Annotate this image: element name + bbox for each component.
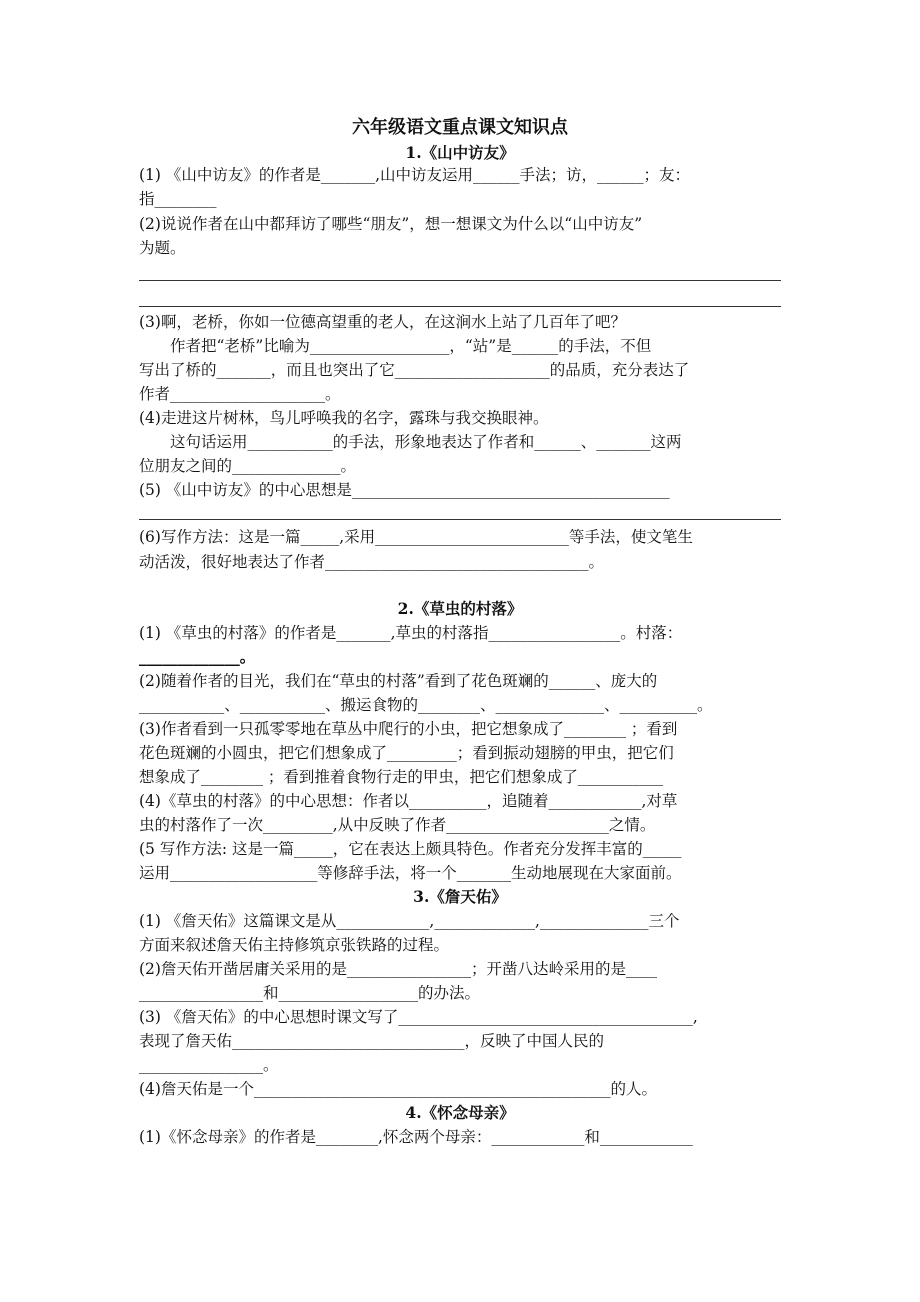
question-line: (2)随着作者的目光，我们在“草虫的村落”看到了花色斑斓的______、庞大的 xyxy=(139,672,658,690)
question-line: 作者把“老桥”比喻为__________________，“站”是______的手法，不但 xyxy=(170,337,652,355)
question-line: 表现了詹天佑______________________________，反映了中国人民的 xyxy=(139,1032,605,1050)
question-line: 位朋友之间的______________。 xyxy=(139,457,357,475)
question-line: 写出了桥的_______，而且也突出了它____________________的品质，充分表达了 xyxy=(139,361,690,379)
section-heading-2: 2.《草虫的村落》 xyxy=(397,599,523,618)
answer-rule xyxy=(139,519,781,520)
question-line: ________________和__________________的办法。 xyxy=(139,984,481,1002)
question-line: (3) 《詹天佑》的中心思想时课文写了______________________________________, xyxy=(139,1008,698,1026)
answer-rule xyxy=(139,280,781,281)
answer-rule xyxy=(139,306,781,307)
question-line: (1) 《草虫的村落》的作者是_______,草虫的村落指_________________。村落： xyxy=(139,624,683,642)
question-line: (2)说说作者在山中都拜访了哪些“朋友”，想一想课文为什么以“山中访友” xyxy=(139,215,643,233)
question-line: _____________。 xyxy=(139,647,256,666)
question-line: 为题。 xyxy=(139,239,186,257)
question-line: 想象成了________ ；看到推着食物行走的甲虫，把它们想象成了___________ xyxy=(139,768,664,786)
section-heading-1: 1.《山中访友》 xyxy=(405,143,515,162)
question-line: (5 写作方法: 这是一篇_____，它在表达上颇具特色。作者充分发挥丰富的_____ xyxy=(139,840,682,858)
question-line: 动活泼，很好地表达了作者__________________________________。 xyxy=(139,553,605,571)
question-line: (4)走进这片树林，鸟儿呼唤我的名字，露珠与我交换眼神。 xyxy=(139,409,549,427)
question-line: 这句话运用___________的手法，形象地表达了作者和______、_______这两 xyxy=(170,433,682,451)
question-line: (3)啊，老桥，你如一位德高望重的老人，在这涧水上站了几百年了吧？ xyxy=(139,313,626,331)
question-line: ___________、___________、搬运食物的________、______________、__________。 xyxy=(139,696,713,714)
question-line: (1)《怀念母亲》的作者是________,怀念两个母亲：____________和____________ xyxy=(139,1128,693,1146)
question-line: (1) 《詹天佑》这篇课文是从____________,_____________,______________三个 xyxy=(139,912,680,930)
section-heading-4: 4.《怀念母亲》 xyxy=(405,1103,515,1122)
question-line: (2)詹天佑开凿居庸关采用的是________________；开凿八达岭采用的是____ xyxy=(139,960,657,978)
question-line: 虫的村落作了一次_________,从中反映了作者_____________________之情。 xyxy=(139,816,656,834)
question-line: 作者____________________。 xyxy=(139,385,341,403)
document-title: 六年级语文重点课文知识点 xyxy=(352,117,568,138)
question-line: (1) 《山中访友》的作者是_______,山中访友运用______手法；访，______；友： xyxy=(139,166,691,184)
question-line: (5) 《山中访友》的中心思想是_________________________________________ xyxy=(139,481,670,499)
question-line: 方面来叙述詹天佑主持修筑京张铁路的过程。 xyxy=(139,936,450,954)
question-line: (4)《草虫的村落》的中心思想：作者以__________，追随着____________,对草 xyxy=(139,792,678,810)
question-line: 指________ xyxy=(139,190,217,208)
question-line: 运用___________________等修辞手法，将一个_______生动地展现在大家面前。 xyxy=(139,864,682,882)
question-line: (3)作者看到一只孤零零地在草丛中爬行的小虫，把它想象成了________ ；看到 xyxy=(139,720,678,738)
question-line: ________________。 xyxy=(139,1056,279,1074)
section-heading-3: 3.《詹天佑》 xyxy=(413,887,507,906)
question-line: (6)写作方法：这是一篇_____,采用_________________________等手法，使文笔生 xyxy=(139,528,693,546)
question-line: 花色斑斓的小圆虫，把它们想象成了_________；看到振动翅膀的甲虫，把它们 xyxy=(139,744,674,762)
question-line: (4)詹天佑是一个______________________________________________的人。 xyxy=(139,1080,657,1098)
